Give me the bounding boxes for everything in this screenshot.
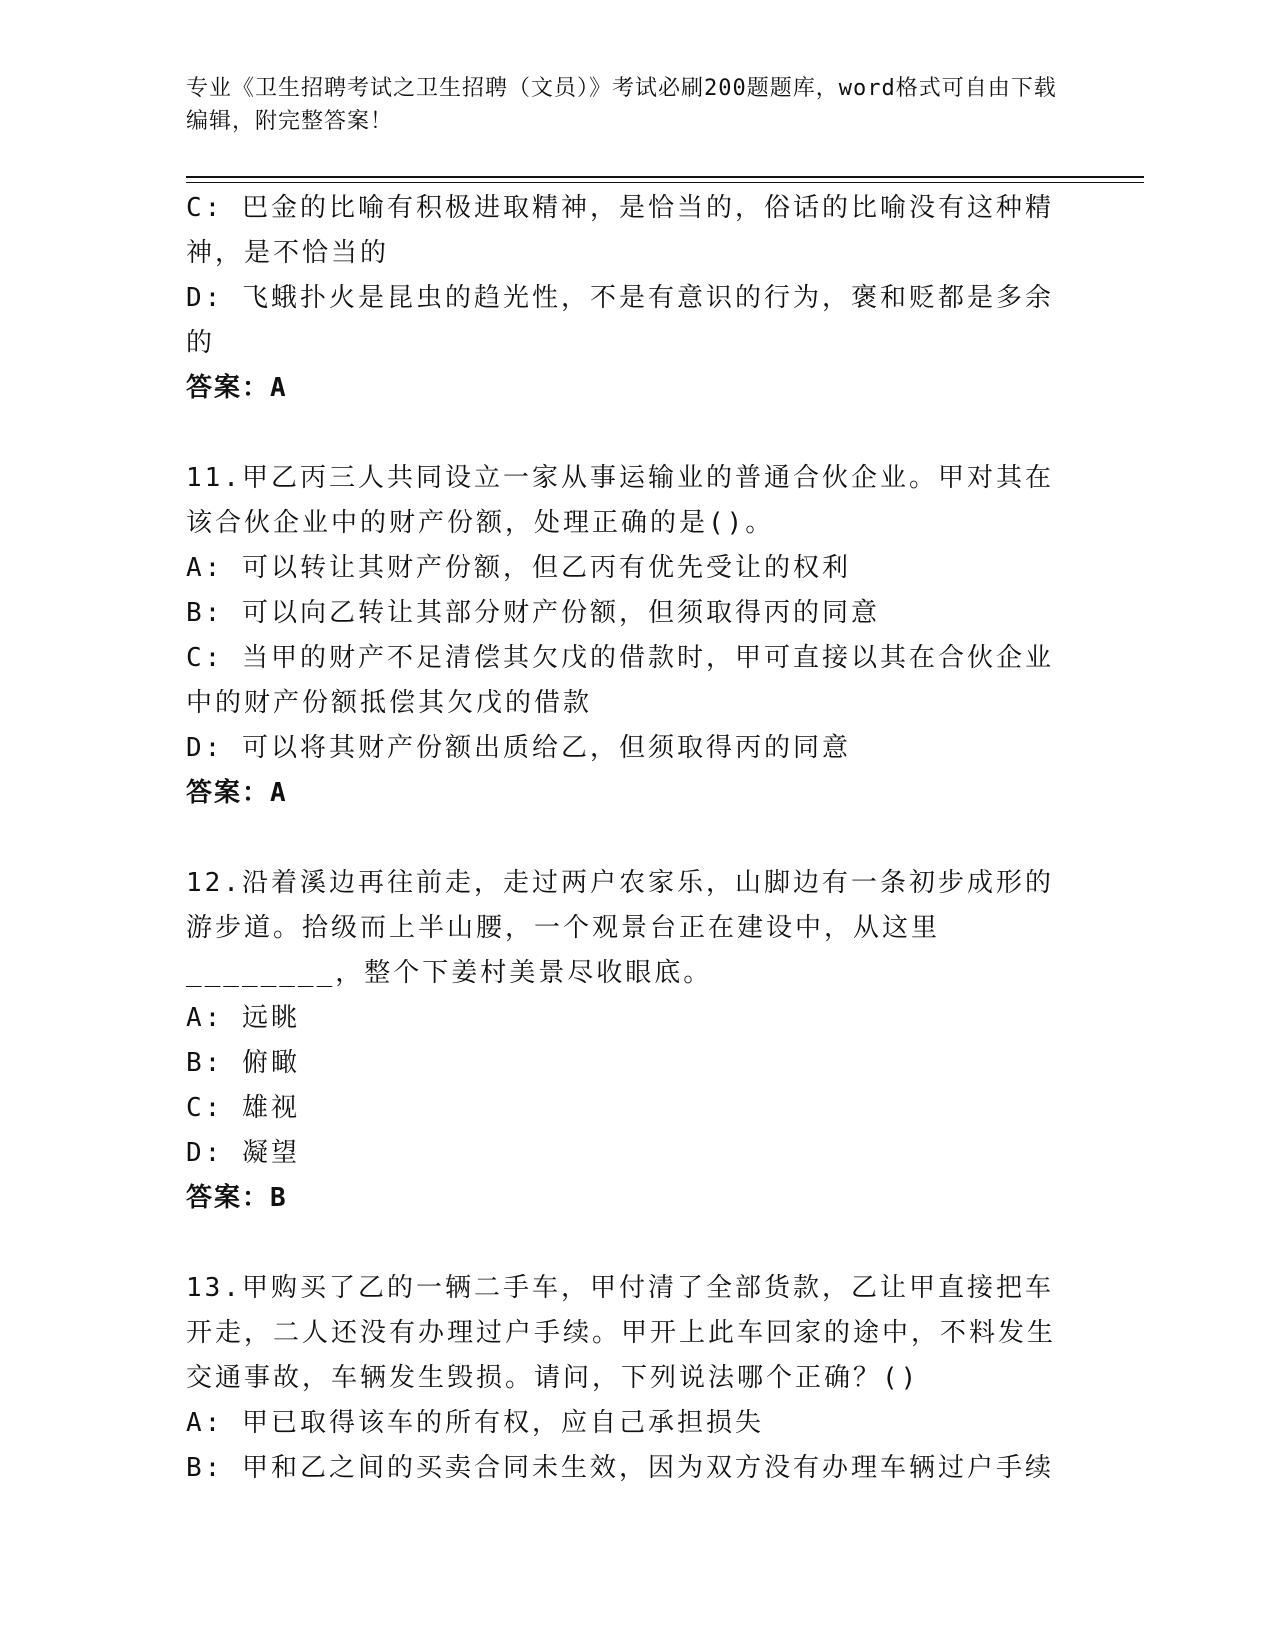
document-header xyxy=(186,72,1066,138)
option-a: A: 远眺 xyxy=(186,1003,300,1033)
option-a: A: 可以转让其财产份额，但乙丙有优先受让的权利 xyxy=(186,553,851,583)
option-d: D: 凝望 xyxy=(186,1138,300,1168)
header-title: 专业《卫生招聘考试之卫生招聘（文员）》考试必刷200题题库，word格式可自由下载编辑，附完整答案！ xyxy=(186,76,1057,134)
option-b: B: 甲和乙之间的买卖合同未生效，因为双方没有办理车辆过户手续 xyxy=(186,1453,1054,1483)
question-content xyxy=(186,186,1066,1491)
answer: 答案：B xyxy=(186,1183,288,1213)
question-stem: 11.甲乙丙三人共同设立一家从事运输业的普通合伙企业。甲对其在该合伙企业中的财产份额，处理正确的是()。 xyxy=(186,463,1054,538)
option-d: D: 飞蛾扑火是昆虫的趋光性，不是有意识的行为，褒和贬都是多余的 xyxy=(186,283,1054,358)
option-c: C: 巴金的比喻有积极进取精神，是恰当的，俗话的比喻没有这种精神，是不恰当的 xyxy=(186,193,1054,268)
question-13 xyxy=(186,1266,1066,1491)
option-a: A: 甲已取得该车的所有权，应自己承担损失 xyxy=(186,1408,764,1438)
option-c: C: 雄视 xyxy=(186,1093,300,1123)
question-stem: 13.甲购买了乙的一辆二手车，甲付清了全部货款，乙让甲直接把车开走，二人还没有办理过户手续。甲开上此车回家的途中，不料发生交通事故，车辆发生毁损。请问，下列说法哪个正确？() xyxy=(186,1273,1057,1393)
header-rule-thick xyxy=(186,176,1144,178)
answer: 答案：A xyxy=(186,373,288,403)
header-rule-thin xyxy=(186,182,1144,183)
answer: 答案：A xyxy=(186,778,288,808)
question-11 xyxy=(186,456,1066,816)
option-b: B: 可以向乙转让其部分财产份额，但须取得丙的同意 xyxy=(186,598,880,628)
question-stem: 12.沿着溪边再往前走，走过两户农家乐，山脚边有一条初步成形的游步道。拾级而上半山腰，一个观景台正在建设中，从这里________，整个下姜村美景尽收眼底。 xyxy=(186,868,1054,988)
option-b: B: 俯瞰 xyxy=(186,1048,300,1078)
option-d: D: 可以将其财产份额出质给乙，但须取得丙的同意 xyxy=(186,733,851,763)
option-c: C: 当甲的财产不足清偿其欠戊的借款时，甲可直接以其在合伙企业中的财产份额抵偿其欠戊的借款 xyxy=(186,643,1054,718)
question-10-tail xyxy=(186,186,1066,411)
question-12 xyxy=(186,861,1066,1221)
